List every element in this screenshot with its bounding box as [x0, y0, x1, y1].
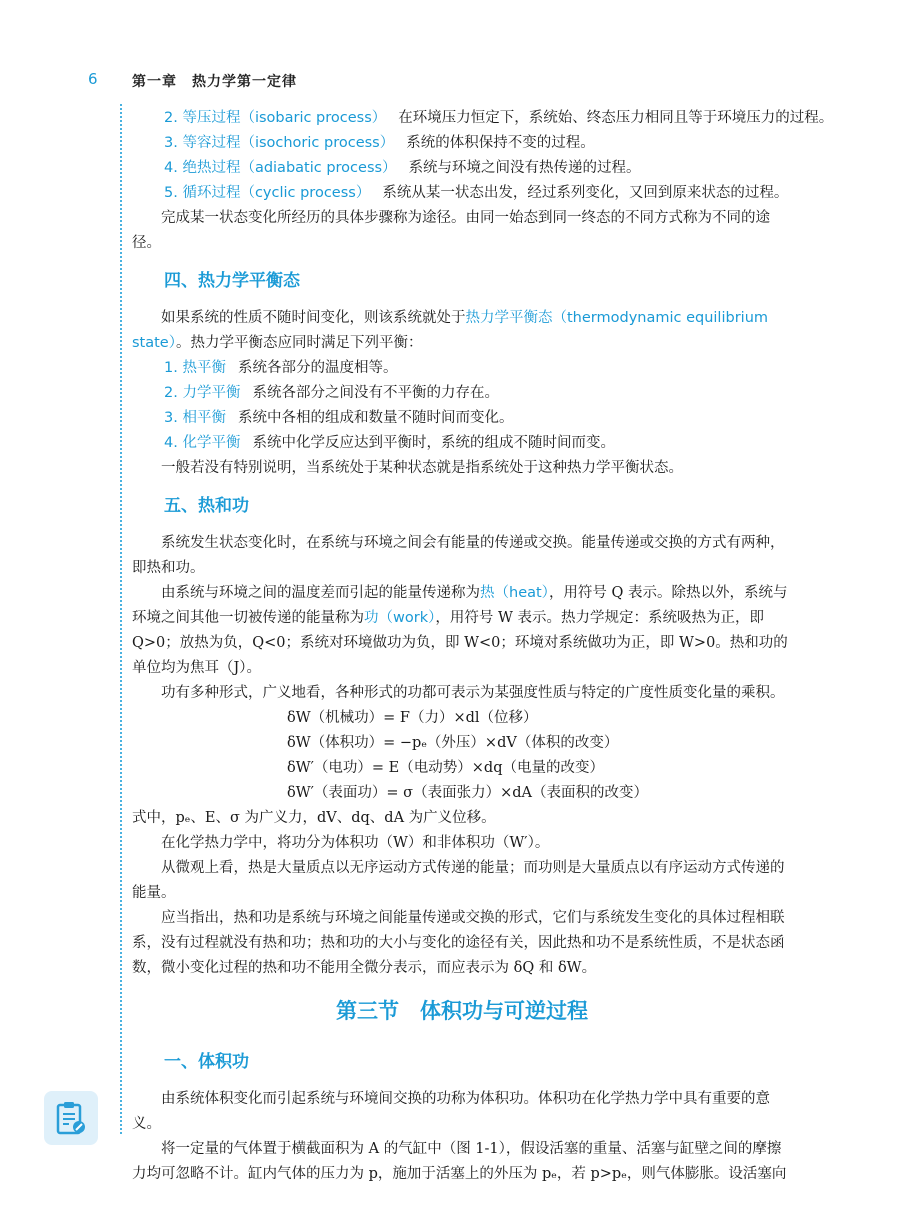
- page-content: [132, 106, 834, 1187]
- subsection-heading: 一、体积功: [164, 1052, 249, 1072]
- term-heat: 热（heat）: [480, 585, 549, 601]
- process-item: 2. 等压过程（isobaric process） 在环境压力恒定下，系统始、终态压力相同且等于环境压力的过程。: [164, 110, 834, 126]
- term-work: 功（work）: [364, 610, 436, 626]
- process-item: 3. 等容过程（isochoric process） 系统的体积保持不变的过程。: [164, 135, 595, 151]
- paragraph: 功有多种形式，广义地看，各种形式的功都可表示为某强度性质与特定的广度性质变化量的乘积。: [161, 685, 785, 701]
- clipboard-note-icon: [44, 1091, 98, 1145]
- paragraph: 系统发生状态变化时，在系统与环境之间会有能量的传递或交换。能量传递或交换的方式有两种，即热和功。: [132, 535, 785, 576]
- paragraph: 应当指出，热和功是系统与环境之间能量传递或交换的形式，它们与系统发生变化的具体过程相联系，没有过程就没有热和功；热和功的大小与变化的途径有关，因此热和功不是系统性质，不是状态函数，微小变化过程的热和功不能用全微分表示，而应表示为 δQ 和 δW。: [132, 910, 785, 976]
- page-header: [0, 70, 900, 92]
- section-title: 第三节 体积功与可逆过程: [336, 999, 588, 1023]
- section-heading: 四、热力学平衡态: [164, 271, 300, 291]
- paragraph: 在化学热力学中，将功分为体积功（W）和非体积功（W′）。: [161, 835, 550, 851]
- paragraph: 从微观上看，热是大量质点以无序运动方式传递的能量；而功则是大量质点以有序运动方式传递的能量。: [132, 860, 785, 901]
- page-number: 6: [88, 70, 98, 88]
- equilibrium-item: 2. 力学平衡 系统各部分之间没有不平衡的力存在。: [164, 385, 499, 401]
- term-highlight: 热力学平衡态（thermodynamic equilibrium state）: [132, 310, 769, 351]
- paragraph: 完成某一状态变化所经历的具体步骤称为途径。由同一始态到同一终态的不同方式称为不同的途径。: [132, 210, 770, 251]
- margin-dotted-line: [120, 104, 122, 1134]
- paragraph: 由系统体积变化而引起系统与环境间交换的功称为体积功。体积功在化学热力学中具有重要的意义。: [132, 1091, 770, 1132]
- paragraph: 如果系统的性质不随时间变化，则该系统就处于热力学平衡态（thermodynamic equilibrium state）。热力学平衡态应同时满足下列平衡：: [132, 310, 769, 351]
- equation: δW（体积功）= −pₑ（外压）×dV（体积的改变）: [287, 735, 619, 751]
- equilibrium-item: 1. 热平衡 系统各部分的温度相等。: [164, 360, 398, 376]
- equilibrium-item: 4. 化学平衡 系统中化学反应达到平衡时，系统的组成不随时间而变。: [164, 435, 615, 451]
- paragraph: 将一定量的气体置于横截面积为 A 的气缸中（图 1-1），假设活塞的重量、活塞与缸壁之间的摩擦力均可忽略不计。缸内气体的压力为 p，施加于活塞上的外压为 pₑ，若 p>pₑ，则气体膨胀。设活塞向: [132, 1141, 787, 1182]
- equilibrium-item: 3. 相平衡 系统中各相的组成和数量不随时间而变化。: [164, 410, 514, 426]
- paragraph: 由系统与环境之间的温度差而引起的能量传递称为热（heat），用符号 Q 表示。除热以外，系统与环境之间其他一切被传递的能量称为功（work），用符号 W 表示。热力学规定：系统吸热为正，即 Q>0；放热为负，Q<0；系统对环境做功为负，即 W<0；环境对系统做功为正，即 W>0。热和功的单位均为焦耳（J）。: [132, 585, 788, 676]
- equation: δW′（电功）= E（电动势）×dq（电量的改变）: [287, 760, 604, 776]
- paragraph: 一般若没有特别说明，当系统处于某种状态就是指系统处于这种热力学平衡状态。: [161, 460, 683, 476]
- process-item: 4. 绝热过程（adiabatic process） 系统与环境之间没有热传递的过程。: [164, 160, 641, 176]
- equation: δW′（表面功）= σ（表面张力）×dA（表面积的改变）: [287, 785, 648, 801]
- section-heading: 五、热和功: [164, 496, 249, 516]
- chapter-title: 第一章 热力学第一定律: [132, 74, 297, 90]
- paragraph: 式中，pₑ、E、σ 为广义力，dV、dq、dA 为广义位移。: [132, 810, 496, 826]
- equation: δW（机械功）= F（力）×dl（位移）: [287, 710, 538, 726]
- process-item: 5. 循环过程（cyclic process） 系统从某一状态出发，经过系列变化，又回到原来状态的过程。: [164, 185, 789, 201]
